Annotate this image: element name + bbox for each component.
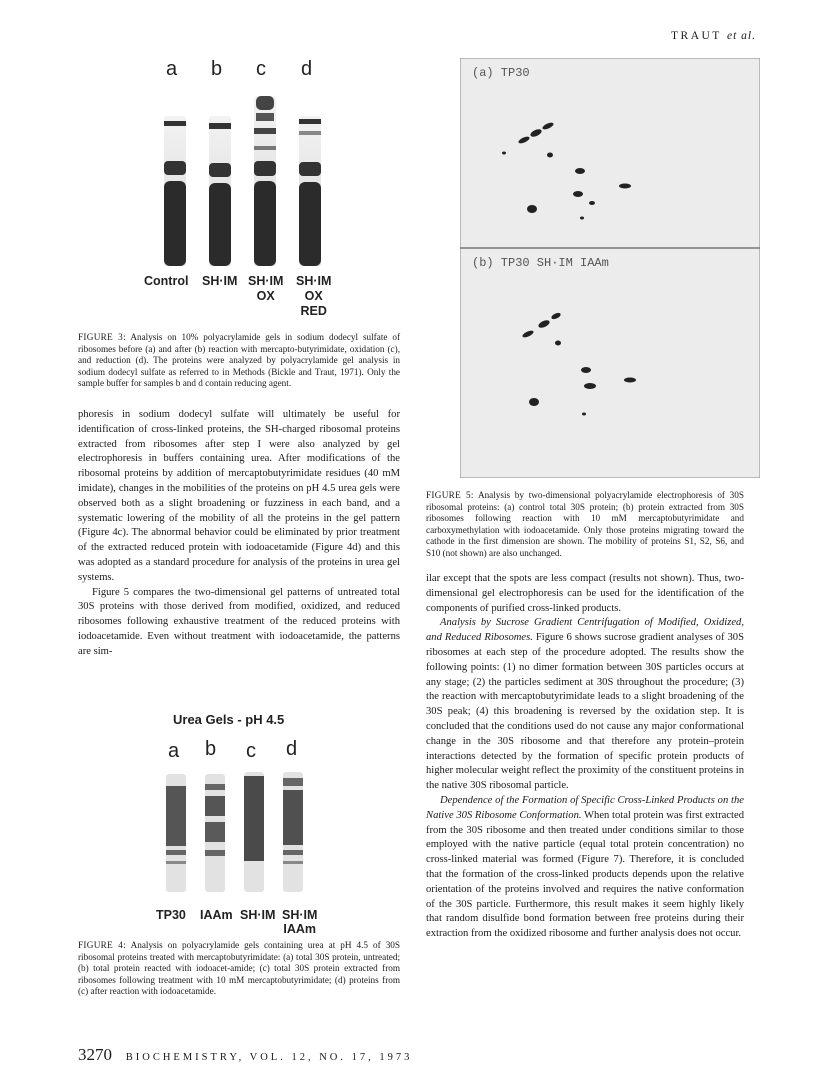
fig4-label-tp30: TP30 xyxy=(156,908,186,922)
right-body-text xyxy=(426,572,744,942)
left-paragraph-2: Figure 5 compares the two-dimensional gel patterns of untreated total 30S proteins with those derived from modified, oxidized, and reduced ribosomes following exhaustive treatment of the reduced proteins with iodoacetamide. Even without treatment with iodoacetamide, the patterns are sim- xyxy=(78,586,400,657)
right-paragraph-1: ilar except that the spots are less compact (results not shown). Thus, two-dimensional gel electrophoresis can be used for the identification of the components of purified cross-linked products. xyxy=(426,573,744,614)
fig3-label-shim-ox: SH·IM OX xyxy=(248,274,284,303)
fig5-panel-b-label: (b) TP30 SH·IM IAAm xyxy=(472,256,609,270)
page-number: 3270 xyxy=(78,1045,112,1064)
fig4-gel-image xyxy=(78,766,400,916)
fig3-label-control: Control xyxy=(144,274,189,288)
fig3-lane-a: a xyxy=(166,58,178,80)
fig4-caption-label: FIGURE 4: xyxy=(78,940,127,950)
fig5-panel-a-label: (a) TP30 xyxy=(472,66,530,80)
running-head-author: TRAUT xyxy=(671,30,722,42)
right-paragraph-2-heading: Analysis by Sucrose Gradient Centrifugation of Modified, Oxidized, and Reduced Ribosomes. xyxy=(426,617,744,644)
fig3-lane-c: c xyxy=(256,58,266,80)
fig3-caption xyxy=(78,332,400,390)
fig3-lane-b: b xyxy=(211,58,223,80)
fig4-label-shim-iaam: SH·IM IAAm xyxy=(282,908,318,936)
fig3-label-shim: SH·IM xyxy=(202,274,238,288)
fig4-lane-c: c xyxy=(246,740,256,762)
fig3-caption-text: Analysis on 10% polyacrylamide gels in sodium dodecyl sulfate of ribosomes before (a) and after (b) reaction with mercapto-butyrimidate, oxidation (c), and reduction (d). The proteins were analyzed by polyacrylamide gel analysis in sodium dodecyl sulfate as referred to in Methods (Bickle and Traut, 1971). Only the sample buffer for samples b and d contain reducing agent. xyxy=(78,332,401,389)
page-footer xyxy=(78,1045,412,1065)
fig3-label-shim-ox-red: SH·IM OX RED xyxy=(296,274,332,318)
fig5-caption-text: Analysis by two-dimensional polyacrylamide electrophoresis of 30S ribosomal proteins: (a) control total 30S protein; (b) protein extracted from 30S ribosomes following reaction with 10 mM mercaptobutyrimidate and carboxymethylation with iodoacetamide. Only those proteins migrating toward the cathode in the first dimension are shown. The mobility of proteins S1, S2, S6, and S10 (not shown) are also unchanged. xyxy=(426,490,744,558)
journal-citation: BIOCHEMISTRY, VOL. 12, NO. 17, 1973 xyxy=(125,1052,413,1063)
fig4-lane-b: b xyxy=(205,738,217,760)
right-paragraph-2-body: Figure 6 shows sucrose gradient analyses of 30S ribosomes at each step of the procedure adopted. The results show the following points: (1) no dimer formation between 30S particles occurs at any stage; (2) the particles sediment at 30S throughout the procedure; (3) the reaction with mercaptobutyrimidate leads to a slight broadening of the 30S peak; (4) this broadening is reversed by the oxidation step. It is concluded that the conditions used do not cause any major conformational change in the 30S ribosome and that therefore any protein–protein interactions detected by the formation of specific protein products of higher molecular weight reflect the proximity of the constituent proteins in the native 30S ribosomal particle. xyxy=(426,632,744,792)
figure-5-image xyxy=(460,58,760,478)
fig5-caption-label: FIGURE 5: xyxy=(426,490,474,500)
fig5-caption xyxy=(426,490,744,560)
fig4-label-shim: SH·IM xyxy=(240,908,276,922)
right-paragraph-3-body: When total protein was first extracted from the 30S ribosome and then treated under conditions similar to those employed with the native particle (equal total protein concentration) no cross-linked material was formed (Figure 7). Therefore, it is concluded that the formation of the cross-linked products depends upon the relative orientation of the proteins involved and requires the native conformation of the 30S particle. Furthermore, this result makes it seem highly likely that random disulfide bond formation between free proteins during their extraction from the oxidized ribosome and further analysis does not occur. xyxy=(426,809,744,940)
right-paragraph-3-heading: Dependence of the Formation of Specific Cross-Linked Products on the Native 30S Ribosome Conformation. xyxy=(426,794,744,821)
fig4-lane-d: d xyxy=(286,738,298,760)
fig4-caption-text: Analysis on polyacrylamide gels containing urea at pH 4.5 of 30S ribosomal proteins treated with mercaptobutyrimidate: (a) total 30S protein, untreated; (b) total protein reacted with iodoacet-amide; (c) total 30S protein extracted from ribosomes following treatment with 10 mM mercaptobutyrimidate; (d) proteins from (c) after reaction with iodoacetamide. xyxy=(78,940,401,997)
figure-3 xyxy=(78,56,400,326)
running-head-etal: et al. xyxy=(727,30,756,42)
right-paragraph-2 xyxy=(426,616,744,794)
fig4-title: Urea Gels - pH 4.5 xyxy=(173,712,285,727)
fig4-lane-a: a xyxy=(168,740,180,762)
figure-4 xyxy=(78,712,400,936)
fig4-caption xyxy=(78,940,400,998)
fig4-label-iaam: IAAm xyxy=(200,908,233,922)
fig3-gel-image xyxy=(78,86,400,276)
fig3-lane-d: d xyxy=(301,58,313,80)
right-paragraph-3 xyxy=(426,794,744,942)
left-paragraph-1: phoresis in sodium dodecyl sulfate will ultimately be useful for identification of cross-linked proteins, the SH-charged ribosomal proteins extracted from ribosomes after step I were also analyzed by gel electrophoresis in buffers containing urea. After modifications of the ribosomal proteins by addition of mercaptobutyrimidate residues (40 mM imidate), changes in the mobilities of the proteins on pH 4.5 urea gels were observed both as a slight broadening or fuzziness in each band, and a systematic lowering of the mobility of all the proteins in the gel pattern (Figure 4c). The abnormal behavior could be eliminated by prior treatment of the extracted reduced protein with iodoacetamide (Figure 4d) and this was adopted as a standard procedure for analysis of the proteins in urea gel systems. xyxy=(78,409,400,583)
left-body-text xyxy=(78,408,400,660)
running-head xyxy=(671,30,756,42)
fig3-caption-label: FIGURE 3: xyxy=(78,332,126,342)
